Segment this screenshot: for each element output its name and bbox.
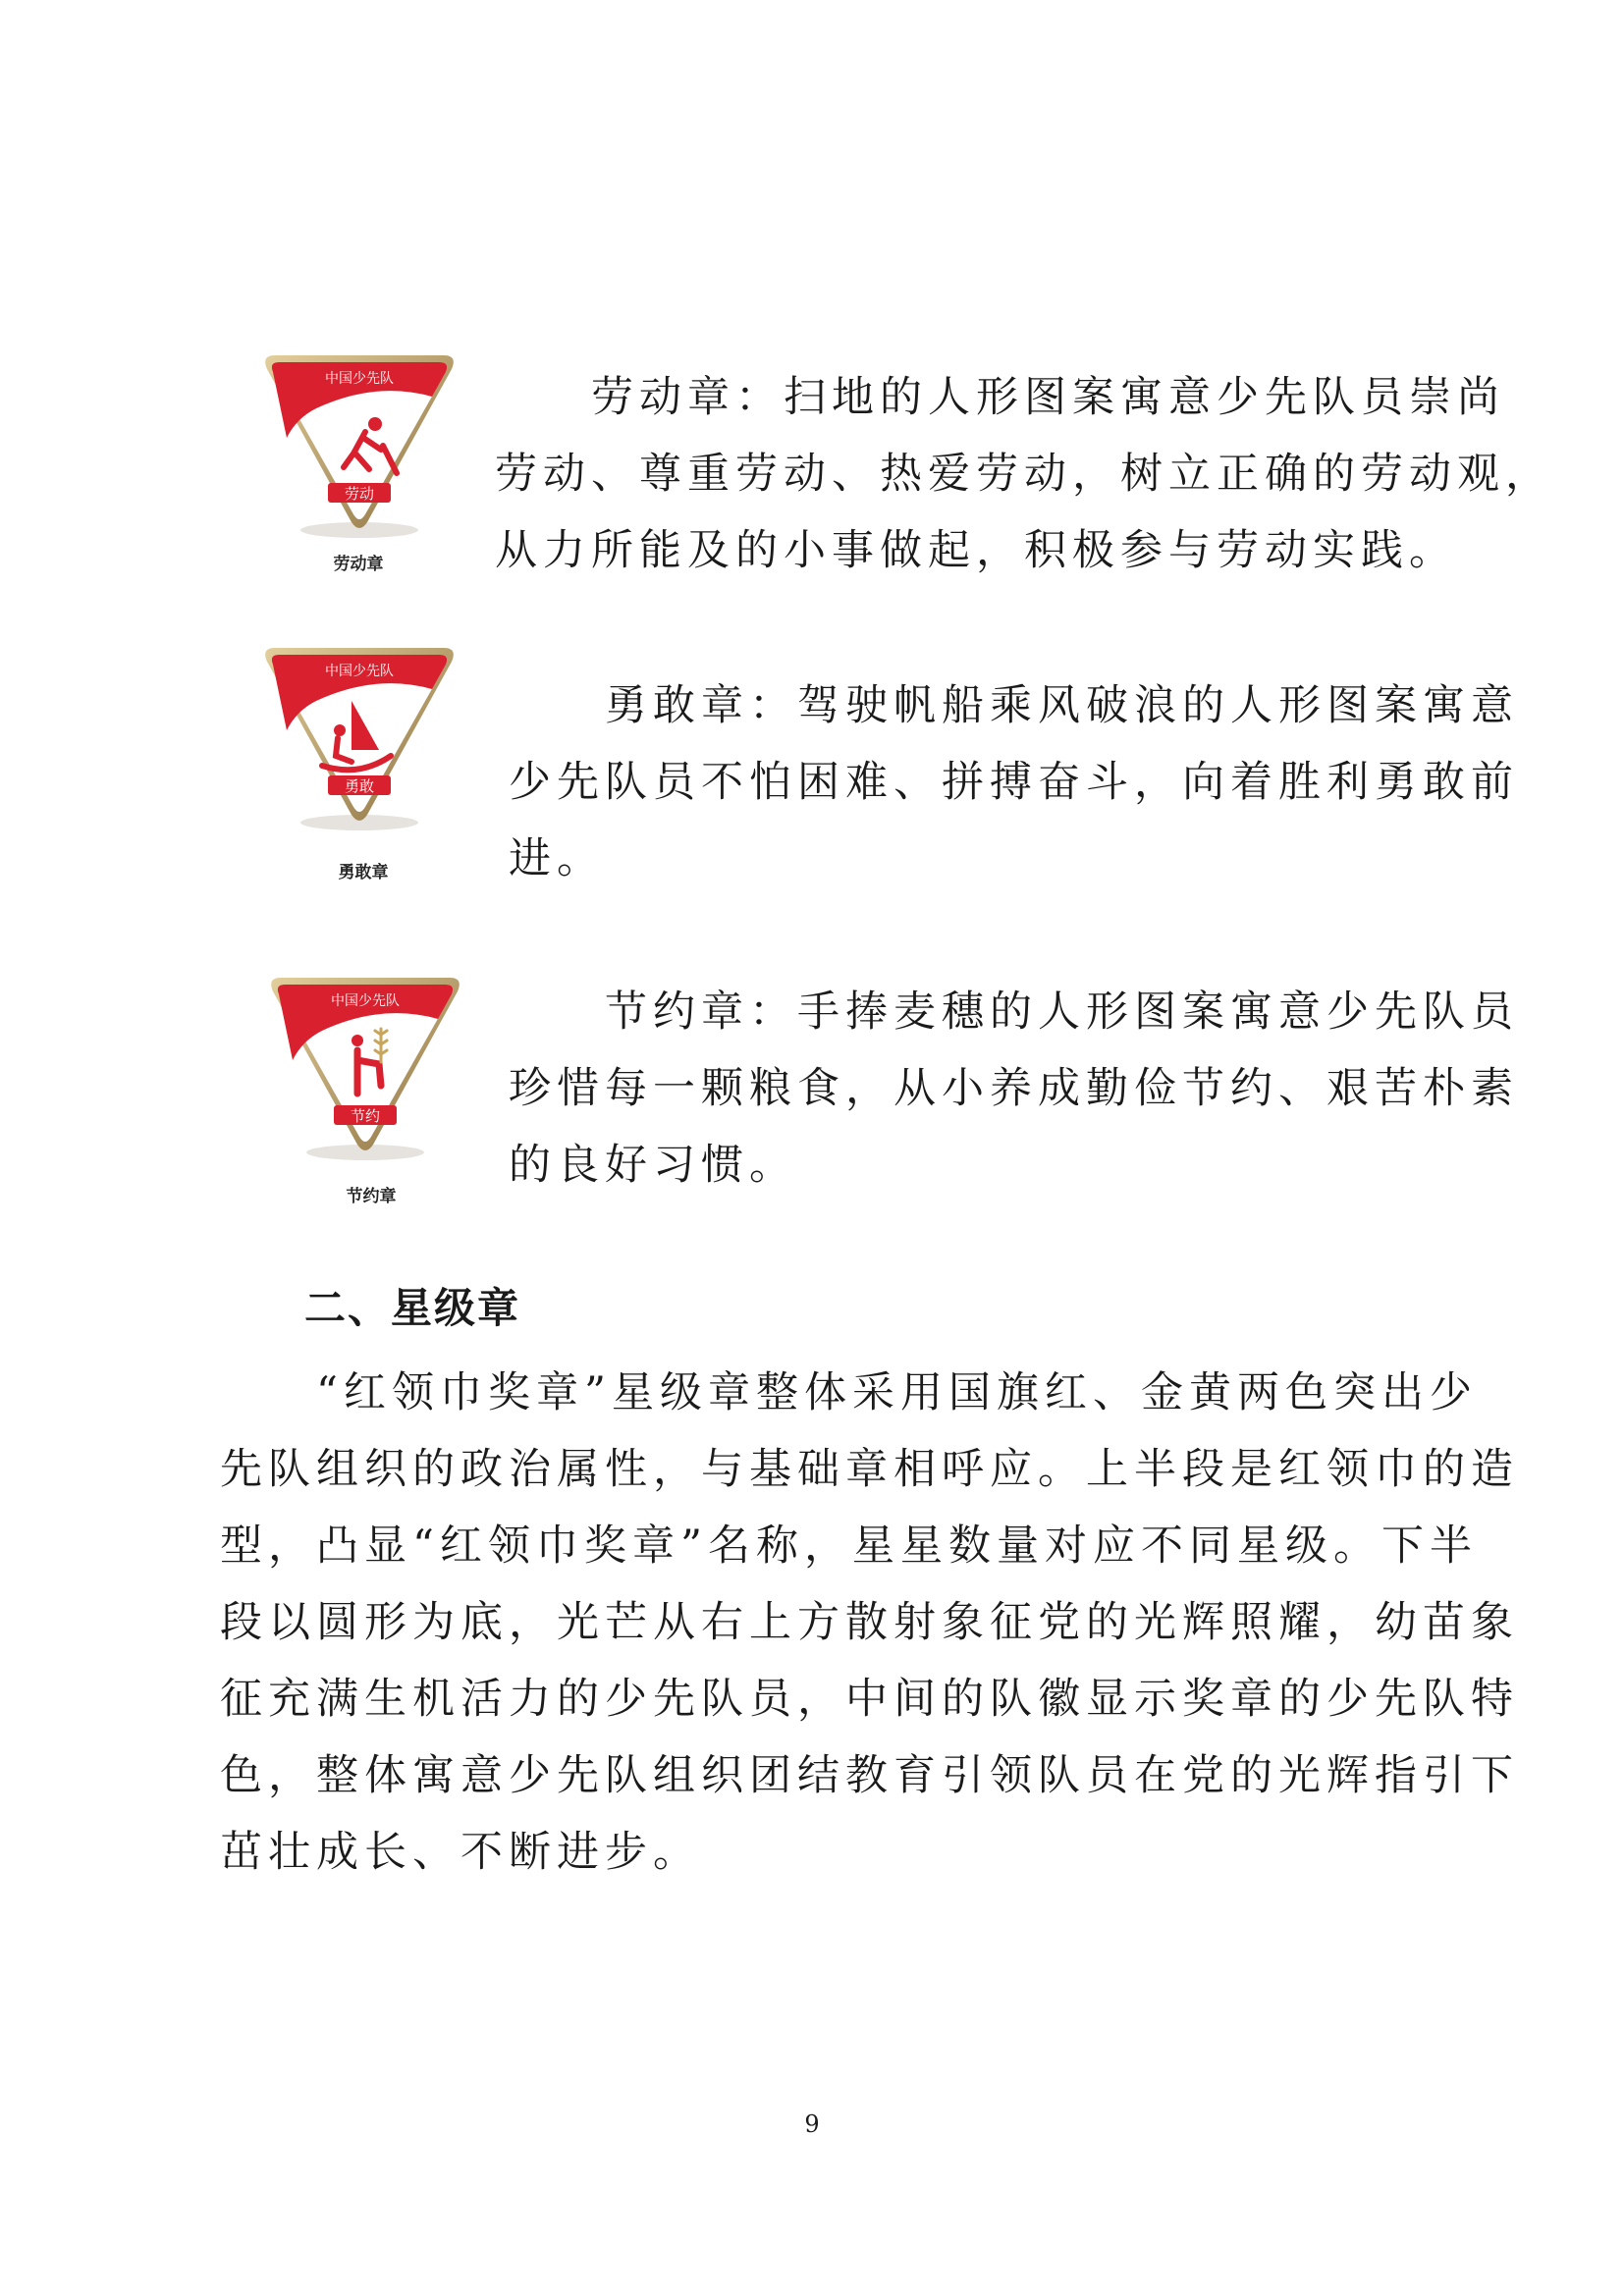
labor-line-2: 劳动、尊重劳动、热爱劳动，树立正确的劳动观， xyxy=(495,450,1553,499)
thrift-badge-image xyxy=(263,970,467,1164)
labor-badge-label: 劳动 xyxy=(344,485,375,503)
labor-line-3: 从力所能及的小事做起，积极参与劳动实践。 xyxy=(495,526,1457,575)
section-heading-star-badge: 二、星级章 xyxy=(304,1284,521,1332)
courage-badge-description xyxy=(509,667,1519,897)
courage-line-3: 进。 xyxy=(509,834,605,883)
labor-line-1: 劳动章：扫地的人形图案寓意少先队员崇尚 xyxy=(495,373,1505,422)
thrift-badge-caption: 节约章 xyxy=(346,1187,397,1206)
courage-badge-caption: 勇敢章 xyxy=(338,863,389,882)
section-line-1: “红领巾奖章”星级章整体采用国旗红、金黄两色突出少 xyxy=(220,1368,1478,1417)
thrift-line-1: 节约章：手捧麦穗的人形图案寓意少先队员 xyxy=(509,988,1519,1037)
section-line-4: 段以圆形为底，光芒从右上方散射象征党的光辉照耀，幼苗象 xyxy=(220,1598,1519,1647)
thrift-badge-label: 节约 xyxy=(350,1107,381,1125)
labor-badge-image xyxy=(257,347,461,542)
section-paragraph xyxy=(220,1355,1519,1891)
labor-badge-caption: 劳动章 xyxy=(333,555,384,574)
thrift-line-2: 珍惜每一颗粮食，从小养成勤俭节约、艰苦朴素 xyxy=(509,1064,1519,1113)
labor-badge-description xyxy=(495,359,1553,589)
page-number: 9 xyxy=(804,2110,820,2138)
labor-badge-header: 中国少先队 xyxy=(325,371,394,387)
thrift-line-3: 的良好习惯。 xyxy=(509,1141,797,1190)
courage-badge-image xyxy=(257,640,461,834)
section-line-5: 征充满生机活力的少先队员，中间的队徽显示奖章的少先队特 xyxy=(220,1675,1519,1724)
courage-line-1: 勇敢章：驾驶帆船乘风破浪的人形图案寓意 xyxy=(509,681,1519,730)
section-line-7: 茁壮成长、不断进步。 xyxy=(220,1828,701,1877)
thrift-badge-header: 中国少先队 xyxy=(331,993,400,1009)
section-line-2: 先队组织的政治属性，与基础章相呼应。上半段是红领巾的造 xyxy=(220,1445,1519,1494)
courage-badge-header: 中国少先队 xyxy=(325,664,394,679)
thrift-badge-description xyxy=(509,974,1519,1203)
section-line-6: 色，整体寓意少先队组织团结教育引领队员在党的光辉指引下 xyxy=(220,1751,1519,1800)
courage-line-2: 少先队员不怕困难、拼搏奋斗，向着胜利勇敢前 xyxy=(509,758,1519,807)
section-line-3: 型，凸显“红领巾奖章”名称，星星数量对应不同星级。下半 xyxy=(220,1522,1478,1571)
courage-badge-label: 勇敢 xyxy=(344,777,375,795)
